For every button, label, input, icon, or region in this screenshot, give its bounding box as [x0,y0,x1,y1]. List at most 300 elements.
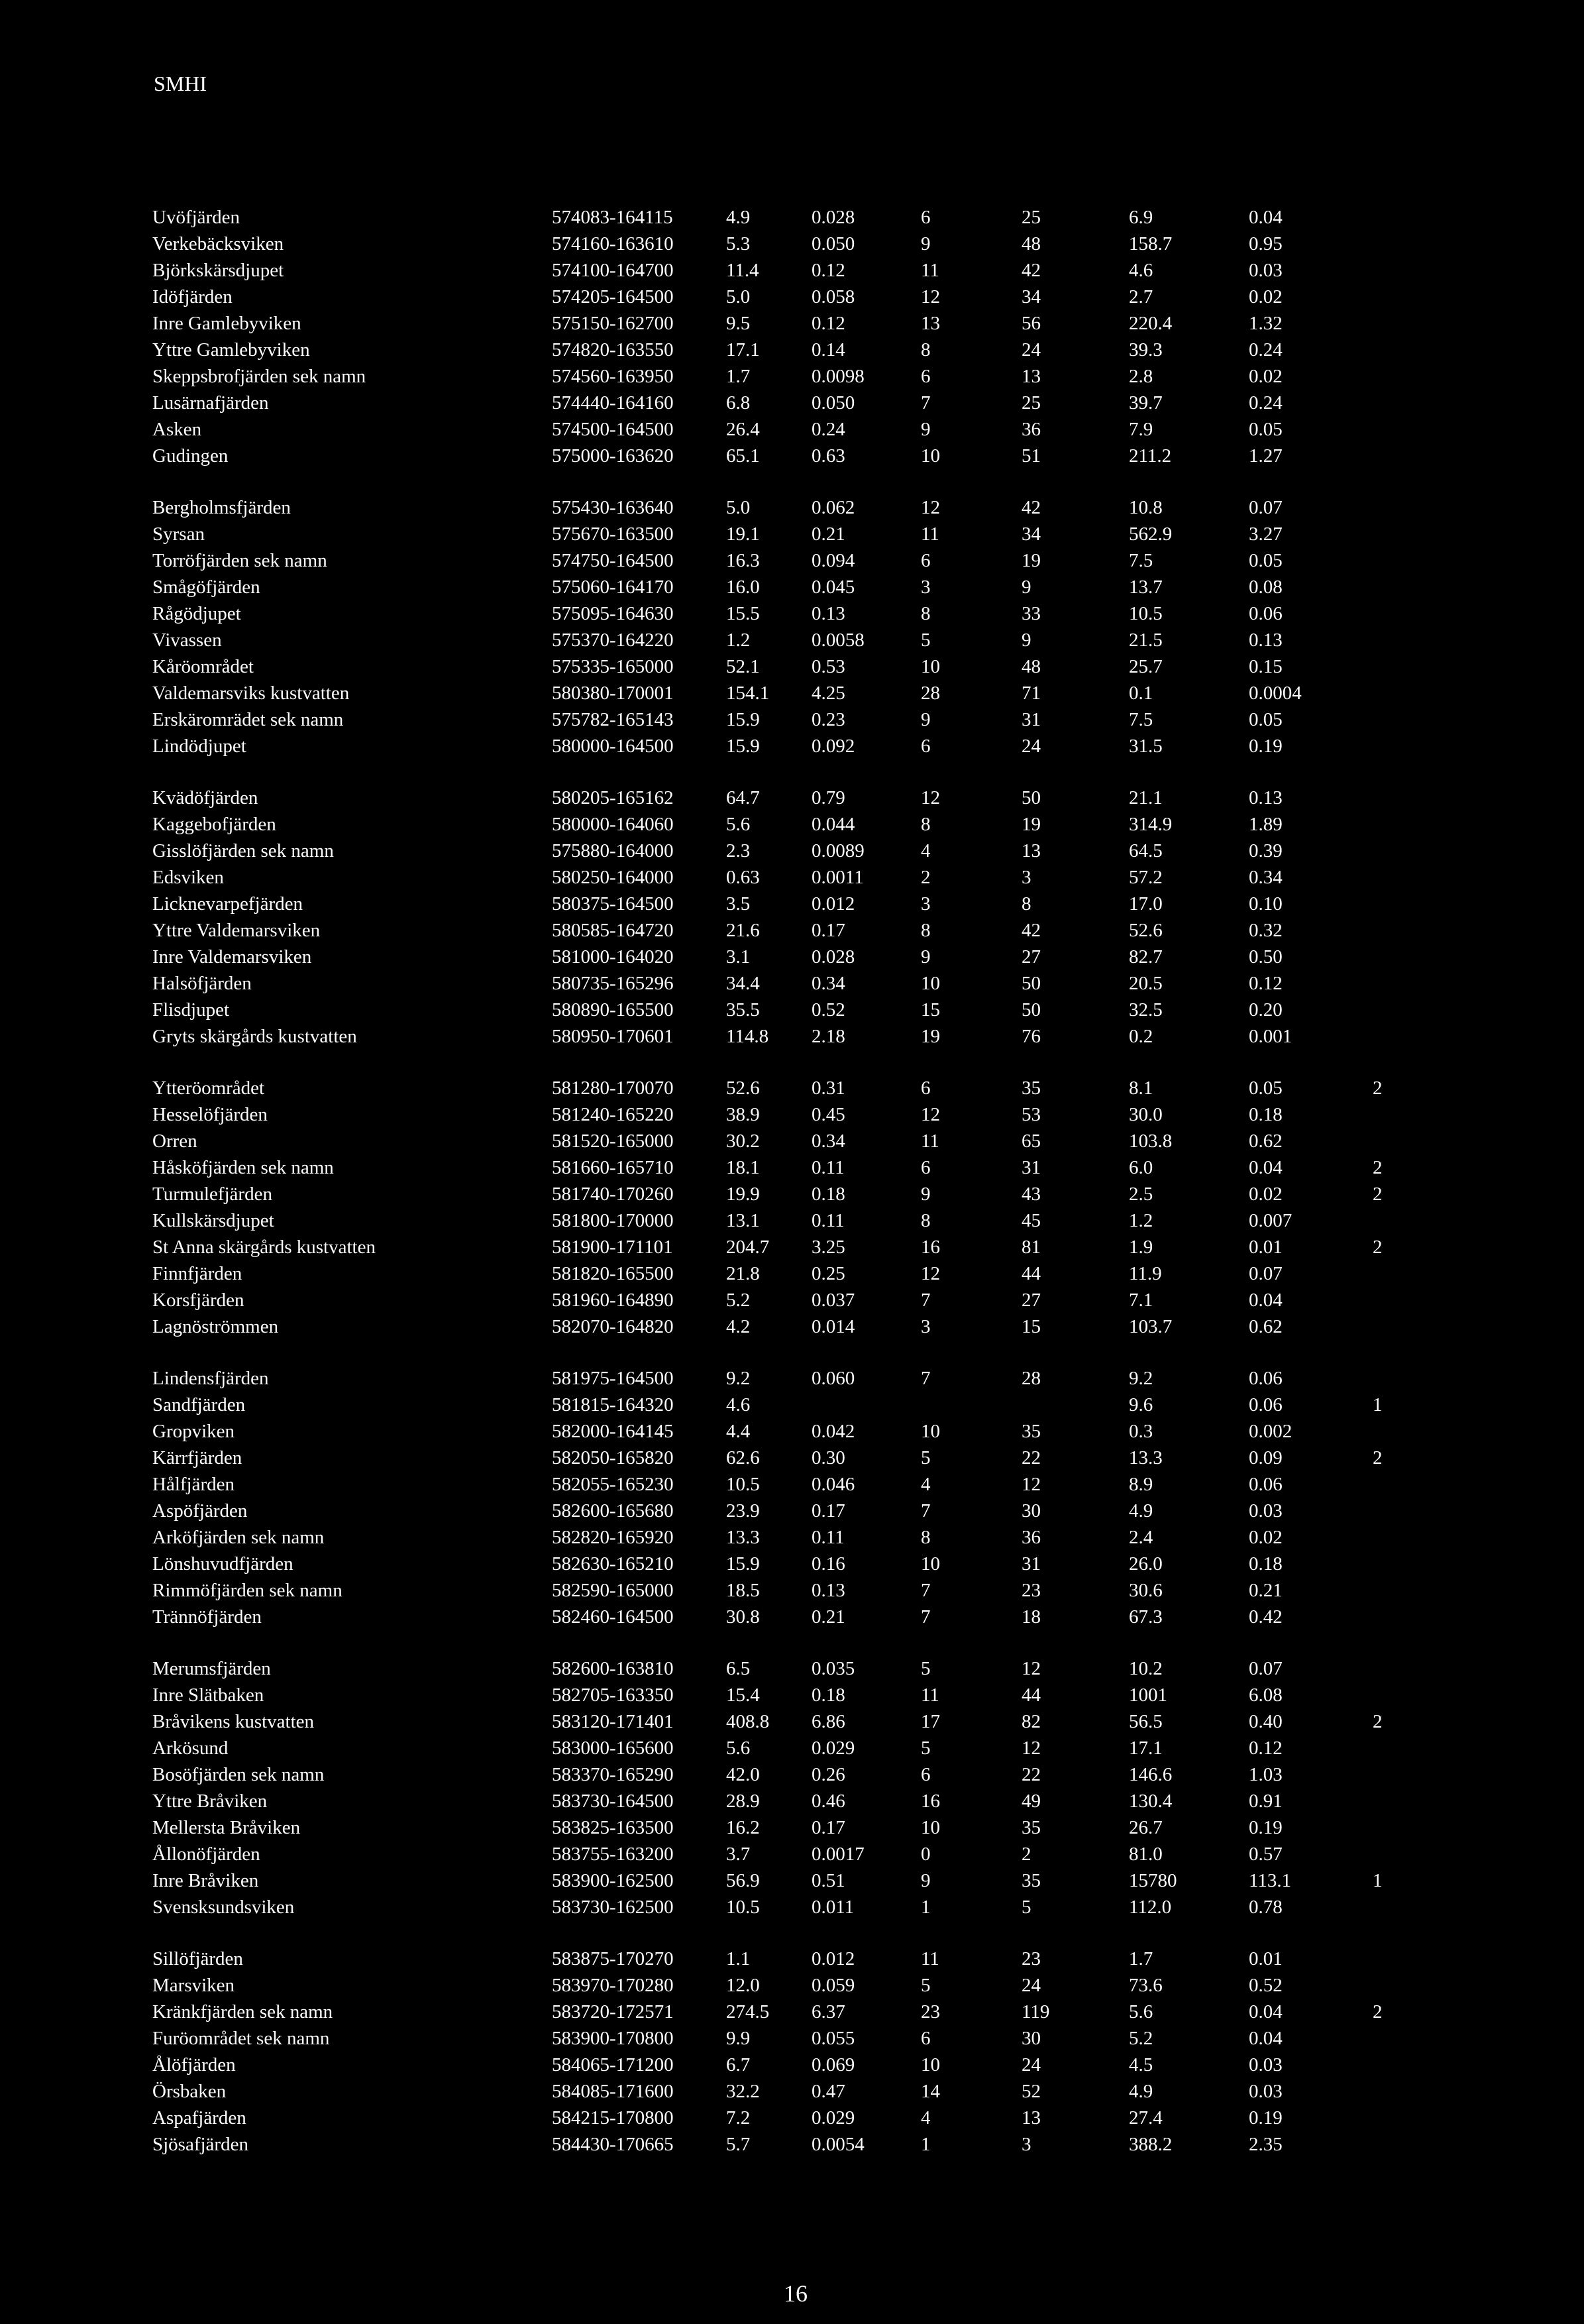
table-row [152,1157,1477,1184]
fraction-value: 0.19 [1249,2107,1283,2129]
table-row [152,709,1477,736]
table-row [152,2107,1477,2134]
volume-value: 0.028 [812,946,855,968]
mean-depth: 6 [921,550,931,571]
area-name: Yttre Gamlebyviken [152,339,310,360]
ratio-value: 13.3 [1129,1447,1163,1468]
max-depth: 35 [1022,1078,1041,1099]
ratio-value: 4.9 [1129,1500,1153,1522]
table-row [152,787,1477,814]
area-name: Yttre Bråviken [152,1791,268,1812]
max-depth: 52 [1022,2081,1041,2102]
note-value: 2 [1373,2001,1383,2022]
area-value: 154.1 [726,683,770,704]
table-row [152,946,1477,973]
fraction-value: 0.01 [1249,1948,1283,1969]
area-value: 42.0 [726,1764,760,1785]
volume-value: 0.012 [812,893,855,914]
max-depth: 34 [1022,286,1041,307]
coordinate: 583970-170280 [552,1975,674,1996]
fraction-value: 0.06 [1249,1368,1283,1389]
ratio-value: 4.5 [1129,2054,1153,2075]
volume-value: 0.029 [812,2107,855,2129]
mean-depth: 10 [921,1421,940,1442]
max-depth: 24 [1022,736,1041,757]
volume-value: 0.17 [812,1817,845,1838]
area-value: 52.6 [726,1078,760,1099]
table-row [152,2081,1477,2107]
table-group [152,497,1477,762]
table-row [152,1948,1477,1975]
ratio-value: 8.9 [1129,1474,1153,1495]
area-value: 5.7 [726,2134,751,2155]
mean-depth: 13 [921,313,940,334]
area-name: Flisdjupet [152,999,230,1021]
area-name: Halsöfjärden [152,973,252,994]
ratio-value: 17.0 [1129,893,1163,914]
mean-depth: 8 [921,1210,931,1231]
area-value: 6.8 [726,392,751,414]
max-depth: 22 [1022,1447,1041,1468]
coordinate: 574820-163550 [552,339,674,360]
area-name: Idöfjärden [152,286,233,307]
mean-depth: 10 [921,2054,940,2075]
max-depth: 13 [1022,366,1041,387]
table-group [152,207,1477,472]
table-row [152,814,1477,840]
max-depth: 12 [1022,1474,1041,1495]
area-name: Marsviken [152,1975,235,1996]
coordinate: 581660-165710 [552,1157,674,1178]
mean-depth: 5 [921,1738,931,1759]
volume-value: 0.050 [812,392,855,414]
fraction-value: 0.01 [1249,1237,1283,1258]
area-name: Kränkfjärden sek namn [152,2001,333,2022]
mean-depth: 0 [921,1844,931,1865]
area-value: 21.8 [726,1263,760,1284]
volume-value: 0.035 [812,1658,855,1679]
area-value: 5.0 [726,286,751,307]
fraction-value: 2.35 [1249,2134,1283,2155]
area-value: 9.9 [726,2028,751,2049]
max-depth: 43 [1022,1184,1041,1205]
mean-depth: 9 [921,233,931,254]
fraction-value: 0.06 [1249,1474,1283,1495]
mean-depth: 6 [921,1078,931,1099]
mean-depth: 10 [921,1817,940,1838]
max-depth: 3 [1022,2134,1031,2155]
table-group [152,1078,1477,1343]
mean-depth: 15 [921,999,940,1021]
table-group [152,1368,1477,1633]
coordinate: 574750-164500 [552,550,674,571]
mean-depth: 3 [921,1316,931,1337]
fraction-value: 0.62 [1249,1316,1283,1337]
volume-value: 0.51 [812,1870,845,1891]
volume-value: 0.14 [812,339,845,360]
fraction-value: 0.007 [1249,1210,1293,1231]
coordinate: 575095-164630 [552,603,674,624]
volume-value: 6.37 [812,2001,845,2022]
fraction-value: 1.27 [1249,445,1283,467]
area-value: 18.5 [726,1580,760,1601]
coordinate: 581900-171101 [552,1237,673,1258]
area-value: 52.1 [726,656,760,677]
max-depth: 35 [1022,1421,1041,1442]
ratio-value: 26.0 [1129,1553,1163,1575]
mean-depth: 5 [921,1447,931,1468]
mean-depth: 10 [921,1553,940,1575]
mean-depth: 4 [921,840,931,861]
max-depth: 35 [1022,1817,1041,1838]
max-depth: 42 [1022,497,1041,518]
mean-depth: 11 [921,1131,939,1152]
area-value: 12.0 [726,1975,760,1996]
table-row [152,893,1477,920]
mean-depth: 9 [921,1870,931,1891]
fraction-value: 0.0004 [1249,683,1302,704]
volume-value: 0.0017 [812,1844,865,1865]
volume-value: 6.86 [812,1711,845,1732]
area-value: 17.1 [726,339,760,360]
table-row [152,2001,1477,2028]
max-depth: 5 [1022,1897,1031,1918]
fraction-value: 0.002 [1249,1421,1293,1442]
area-name: Skeppsbrofjärden sek namn [152,366,366,387]
table-row [152,1527,1477,1553]
area-name: Gisslöfjärden sek namn [152,840,334,861]
mean-depth: 12 [921,286,940,307]
area-value: 10.5 [726,1897,760,1918]
area-name: Licknevarpefjärden [152,893,303,914]
fraction-value: 0.05 [1249,550,1283,571]
area-value: 1.7 [726,366,751,387]
table-row [152,1658,1477,1685]
max-depth: 24 [1022,1975,1041,1996]
ratio-value: 30.0 [1129,1104,1163,1125]
fraction-value: 0.52 [1249,1975,1283,1996]
fraction-value: 0.12 [1249,1738,1283,1759]
coordinate: 582705-163350 [552,1685,674,1706]
volume-value: 0.11 [812,1527,845,1548]
table-row [152,313,1477,339]
volume-value: 0.012 [812,1948,855,1969]
mean-depth: 7 [921,1290,931,1311]
coordinate: 581820-165500 [552,1263,674,1284]
fraction-value: 0.07 [1249,1263,1283,1284]
coordinate: 582460-164500 [552,1606,674,1628]
area-value: 5.6 [726,1738,751,1759]
table-row [152,1870,1477,1897]
coordinate: 580000-164500 [552,736,674,757]
coordinate: 583000-165600 [552,1738,674,1759]
volume-value: 0.53 [812,656,845,677]
table-row [152,445,1477,472]
ratio-value: 9.2 [1129,1368,1153,1389]
fraction-value: 0.20 [1249,999,1283,1021]
max-depth: 13 [1022,840,1041,861]
max-depth: 23 [1022,1948,1041,1969]
mean-depth: 7 [921,392,931,414]
note-value: 1 [1373,1394,1383,1415]
area-name: Inre Gamlebyviken [152,313,301,334]
mean-depth: 7 [921,1368,931,1389]
volume-value: 0.0054 [812,2134,865,2155]
table-row [152,577,1477,603]
max-depth: 119 [1022,2001,1050,2022]
mean-depth: 9 [921,1184,931,1205]
ratio-value: 73.6 [1129,1975,1163,1996]
mean-depth: 6 [921,366,931,387]
mean-depth: 8 [921,339,931,360]
coordinate: 584065-171200 [552,2054,674,2075]
fraction-value: 1.03 [1249,1764,1283,1785]
mean-depth: 7 [921,1606,931,1628]
volume-value: 0.63 [812,445,845,467]
fraction-value: 113.1 [1249,1870,1292,1891]
table-row [152,366,1477,392]
coordinate: 575880-164000 [552,840,674,861]
mean-depth: 11 [921,524,939,545]
mean-depth: 11 [921,1948,939,1969]
ratio-value: 21.5 [1129,630,1163,651]
max-depth: 8 [1022,893,1031,914]
area-name: Kärrfjärden [152,1447,242,1468]
area-name: Erskäromrädet sek namn [152,709,344,730]
mean-depth: 2 [921,867,931,888]
mean-depth: 7 [921,1500,931,1522]
fraction-value: 0.07 [1249,1658,1283,1679]
fraction-value: 0.42 [1249,1606,1283,1628]
ratio-value: 25.7 [1129,656,1163,677]
table-row [152,497,1477,524]
table-row [152,1553,1477,1580]
area-name: Håsköfjärden sek namn [152,1157,334,1178]
fraction-value: 0.03 [1249,2081,1283,2102]
coordinate: 575782-165143 [552,709,674,730]
coordinate: 582055-165230 [552,1474,674,1495]
max-depth: 15 [1022,1316,1041,1337]
table-row [152,2134,1477,2160]
ratio-value: 1001 [1129,1685,1167,1706]
fraction-value: 0.03 [1249,260,1283,281]
area-value: 15.9 [726,736,760,757]
coordinate: 574560-163950 [552,366,674,387]
area-name: St Anna skärgårds kustvatten [152,1237,376,1258]
max-depth: 9 [1022,630,1031,651]
area-value: 10.5 [726,1474,760,1495]
area-value: 5.6 [726,814,751,835]
table-row [152,630,1477,656]
mean-depth: 6 [921,207,931,228]
fraction-value: 0.02 [1249,1527,1283,1548]
table-row [152,207,1477,233]
fraction-value: 0.02 [1249,1184,1283,1205]
area-value: 16.3 [726,550,760,571]
fraction-value: 0.15 [1249,656,1283,677]
ratio-value: 81.0 [1129,1844,1163,1865]
table-row [152,1447,1477,1474]
area-value: 5.2 [726,1290,751,1311]
area-value: 15.9 [726,1553,760,1575]
area-value: 28.9 [726,1791,760,1812]
fraction-value: 1.89 [1249,814,1283,835]
area-name: Örsbaken [152,2081,227,2102]
area-value: 35.5 [726,999,760,1021]
max-depth: 82 [1022,1711,1041,1732]
max-depth: 27 [1022,1290,1041,1311]
ratio-value: 20.5 [1129,973,1163,994]
table-row [152,1316,1477,1343]
area-name: Gropviken [152,1421,235,1442]
max-depth: 23 [1022,1580,1041,1601]
ratio-value: 2.8 [1129,366,1153,387]
coordinate: 575335-165000 [552,656,674,677]
mean-depth: 6 [921,1764,931,1785]
area-name: Gryts skärgårds kustvatten [152,1026,357,1047]
area-name: Orren [152,1131,197,1152]
coordinate: 580380-170001 [552,683,674,704]
volume-value: 0.046 [812,1474,855,1495]
max-depth: 56 [1022,313,1041,334]
area-value: 64.7 [726,787,760,808]
table-row [152,2054,1477,2081]
fraction-value: 0.04 [1249,1290,1283,1311]
ratio-value: 13.7 [1129,577,1163,598]
fraction-value: 0.40 [1249,1711,1283,1732]
area-name: Furöområdet sek namn [152,2028,330,2049]
max-depth: 24 [1022,339,1041,360]
table-row [152,840,1477,867]
fraction-value: 0.19 [1249,1817,1283,1838]
mean-depth: 12 [921,497,940,518]
area-value: 15.5 [726,603,760,624]
table-row [152,1421,1477,1447]
area-value: 114.8 [726,1026,769,1047]
fraction-value: 0.02 [1249,366,1283,387]
table-row [152,1580,1477,1606]
area-name: Lindödjupet [152,736,246,757]
volume-value: 0.094 [812,550,855,571]
table-row [152,656,1477,683]
area-value: 4.4 [726,1421,751,1442]
mean-depth: 10 [921,445,940,467]
max-depth: 42 [1022,920,1041,941]
fraction-value: 0.13 [1249,787,1283,808]
volume-value: 0.79 [812,787,845,808]
ratio-value: 15780 [1129,1870,1177,1891]
max-depth: 31 [1022,1553,1041,1575]
mean-depth: 4 [921,2107,931,2129]
fraction-value: 0.18 [1249,1104,1283,1125]
coordinate: 582000-164145 [552,1421,674,1442]
volume-value: 0.23 [812,709,845,730]
mean-depth: 8 [921,1527,931,1548]
area-name: Kåröområdet [152,656,254,677]
table-row [152,1131,1477,1157]
max-depth: 48 [1022,233,1041,254]
max-depth: 34 [1022,524,1041,545]
volume-value: 0.028 [812,207,855,228]
area-name: Korsfjärden [152,1290,244,1311]
mean-depth: 1 [921,2134,931,2155]
volume-value: 0.26 [812,1764,845,1785]
area-name: Ållonöfjärden [152,1844,260,1865]
area-name: Mellersta Bråviken [152,1817,301,1838]
max-depth: 44 [1022,1263,1041,1284]
max-depth: 81 [1022,1237,1041,1258]
area-value: 56.9 [726,1870,760,1891]
table-row [152,1263,1477,1290]
coordinate: 581960-164890 [552,1290,674,1311]
area-name: Sjösafjärden [152,2134,248,2155]
area-value: 11.4 [726,260,759,281]
ratio-value: 4.6 [1129,260,1153,281]
area-name: Verkebäcksviken [152,233,284,254]
coordinate: 581000-164020 [552,946,674,968]
volume-value: 0.0098 [812,366,865,387]
mean-depth: 8 [921,920,931,941]
volume-value: 0.52 [812,999,845,1021]
max-depth: 18 [1022,1606,1041,1628]
volume-value: 4.25 [812,683,845,704]
fraction-value: 0.95 [1249,233,1283,254]
ratio-value: 26.7 [1129,1817,1163,1838]
volume-value: 0.17 [812,1500,845,1522]
table-row [152,286,1477,313]
volume-value: 0.058 [812,286,855,307]
max-depth: 28 [1022,1368,1041,1389]
max-depth: 65 [1022,1131,1041,1152]
area-name: Bergholmsfjärden [152,497,291,518]
table-row [152,1685,1477,1711]
note-value: 2 [1373,1711,1383,1732]
mean-depth: 1 [921,1897,931,1918]
coordinate: 581520-165000 [552,1131,674,1152]
area-value: 2.3 [726,840,751,861]
max-depth: 19 [1022,814,1041,835]
mean-depth: 3 [921,893,931,914]
mean-depth: 5 [921,1658,931,1679]
ratio-value: 0.1 [1129,683,1153,704]
mean-depth: 6 [921,736,931,757]
table-group [152,1658,1477,1923]
fraction-value: 0.13 [1249,630,1283,651]
max-depth: 42 [1022,260,1041,281]
area-value: 408.8 [726,1711,770,1732]
table-row [152,1368,1477,1394]
area-name: Lusärnafjärden [152,392,269,414]
table-group [152,787,1477,1052]
area-name: Finnfjärden [152,1263,242,1284]
ratio-value: 1.7 [1129,1948,1153,1969]
note-value: 2 [1373,1237,1383,1258]
note-value: 2 [1373,1447,1383,1468]
table-row [152,260,1477,286]
table-row [152,1210,1477,1237]
volume-value: 0.069 [812,2054,855,2075]
max-depth: 36 [1022,419,1041,440]
table-row [152,524,1477,550]
volume-value: 0.014 [812,1316,855,1337]
max-depth: 27 [1022,946,1041,968]
coordinate: 580890-165500 [552,999,674,1021]
mean-depth: 17 [921,1711,940,1732]
coordinate: 574100-164700 [552,260,674,281]
volume-value: 0.21 [812,1606,845,1628]
area-value: 30.2 [726,1131,760,1152]
table-row [152,1184,1477,1210]
